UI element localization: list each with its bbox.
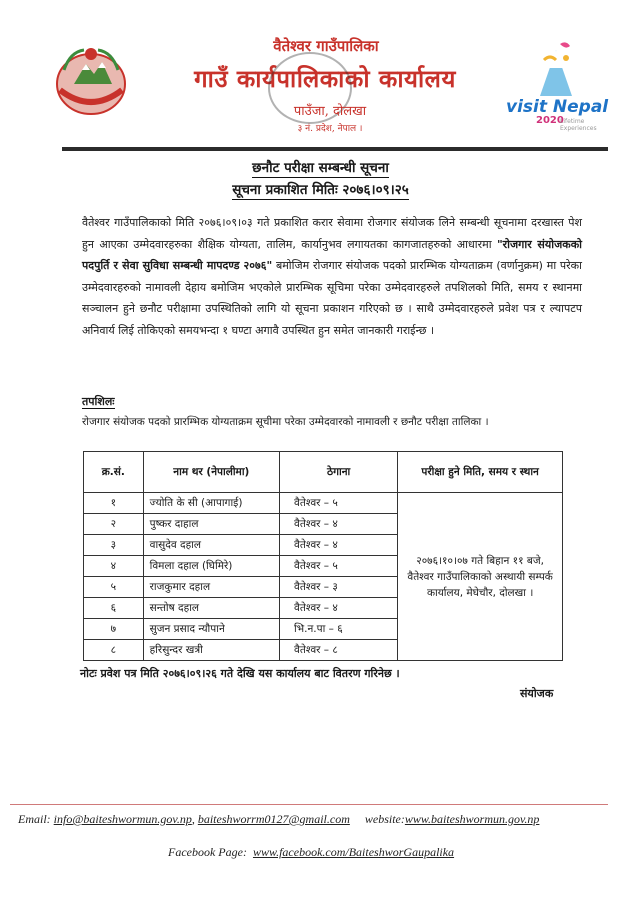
row-name: सुजन प्रसाद न्यौपाने: [143, 619, 279, 640]
row-address: वैतेश्वर – ८: [280, 640, 398, 661]
tapsil-label-text: तपशिलः: [82, 395, 115, 408]
notice-title-text: छनौट परीक्षा सम्बन्धी सूचना: [252, 160, 389, 176]
email-label: Email:: [18, 812, 51, 826]
table-caption: रोजगार संयोजक पदको प्रारम्भिक योग्यताक्रम सूचीमा परेका उम्मेदवारको नामावली र छनौट परीक्षा तालिका ।: [82, 416, 489, 428]
email-link-2[interactable]: baiteshworrm0127@gmail.com: [197, 812, 350, 826]
row-sn: १: [84, 493, 144, 514]
visit-nepal-year: 2020: [536, 115, 564, 126]
row-name: ज्योति के सी (आपागाई): [143, 493, 279, 514]
tapsil-label: [82, 394, 115, 409]
row-address: वैतेश्वर – ५: [280, 493, 398, 514]
municipality-name: वैतेश्वर गाउँपालिका: [273, 37, 379, 55]
website-link[interactable]: www.baiteshwormun.gov.np: [404, 812, 540, 826]
body-bold-criteria: "रोजगार संयोजकको पदपुर्ति र सेवा सुविधा सम्बन्धी मापदण्ड २०७६": [82, 237, 583, 272]
nepal-emblem-icon: [50, 40, 132, 120]
row-sn: ८: [84, 640, 144, 661]
office-title: गाउँ कार्यपालिकाको कार्यालय: [194, 64, 456, 93]
header-sn: क्र.सं.: [84, 452, 144, 493]
candidate-table: [83, 451, 563, 661]
facebook-label: Facebook Page:: [168, 845, 247, 859]
footer-contact: Email: info@baiteshwormun.gov.np, baiteshworrm0127@gmail.com website:www.baiteshwormun.gov.np: [18, 812, 540, 826]
footer-facebook: [168, 845, 568, 860]
signer-title: संयोजक: [520, 687, 554, 700]
row-address: वैतेश्वर – ५: [280, 556, 398, 577]
header-exam: परीक्षा हुने मिति, समय र स्थान: [398, 452, 563, 493]
row-sn: ५: [84, 577, 144, 598]
row-address: वैतेश्वर – ३: [280, 577, 398, 598]
facebook-link[interactable]: www.facebook.com/BaiteshworGaupalika: [252, 845, 455, 859]
body-part-1: वैतेश्वर गाउँपालिकाको मिति २०७६।०९।०३ गते प्रकाशित करार सेवामा रोजगार संयोजक लिने सम्बन्धी सूचनामा दरखास्त पेश हुन आएका उम्मेदवारहरुका शैक्षिक योग्यता, तालिम, कार्यानुभव लगायतका कागजातहरुको आधारमा: [82, 216, 582, 251]
website-label: website:: [364, 812, 405, 826]
row-address: वैतेश्वर – ४: [280, 598, 398, 619]
row-name: विमला दहाल (घिमिरे): [143, 556, 279, 577]
row-sn: ६: [84, 598, 144, 619]
header-divider: [62, 147, 608, 151]
row-sn: ३: [84, 535, 144, 556]
row-sn: २: [84, 514, 144, 535]
row-name: सन्तोष दहाल: [143, 598, 279, 619]
notice-date: [0, 180, 641, 198]
header-address: ठेगाना: [280, 452, 398, 493]
email-link-1[interactable]: info@baiteshwormun.gov.np: [53, 812, 192, 826]
exam-info: २०७६।१०।०७ गते बिहान ११ बजे, वैतेश्वर गाउँपालिकाको अस्थायी सम्पर्क कार्यालय, मेघेचौर, दोलखा ।: [398, 493, 563, 661]
row-address: वैतेश्वर – ४: [280, 535, 398, 556]
table-row: [84, 493, 563, 514]
visit-nepal-tagline: Lifetime Experiences: [560, 118, 597, 132]
row-address: वैतेश्वर – ४: [280, 514, 398, 535]
row-name: वासुदेव दहाल: [143, 535, 279, 556]
visit-nepal-text: visit Nepal: [506, 97, 609, 117]
notice-date-text: सूचना प्रकाशित मितिः २०७६।०९।२५: [232, 182, 409, 198]
table-header-row: [84, 452, 563, 493]
notice-title: [0, 158, 641, 176]
header-name: नाम थर (नेपालीमा): [143, 452, 279, 493]
admit-card-note: नोटः प्रवेश पत्र मिति २०७६।०९।२६ गते देखि यस कार्यालय बाट वितरण गरिनेछ ।: [80, 667, 400, 680]
office-province: ३ नं. प्रदेश, नेपाल ।: [297, 124, 363, 134]
row-sn: ४: [84, 556, 144, 577]
notice-body: [82, 212, 582, 341]
body-part-2: बमोजिम रोजगार संयोजक पदको प्रारम्भिक योग्यताक्रम (वर्णानुक्रम) मा परेका उम्मेदवारहरुको नामावली देहाय बमोजिम भएकोले प्रारम्भिक सूचिमा परेका उम्मेदवारहरुले तपशिलको मिति, समय र स्थानमा सञ्चालन हुने छनौट परीक्षामा उपस्थितिको लागि यो सूचना प्रकाशन गरिएको छ । साथै उम्मेदवारहरुले प्रवेश पत्र र ल्यापटप अनिवार्य लिई तोकिएको समयभन्दा १ घण्टा अगावै उपस्थित हुन समेत जानकारी गराईन्छ ।: [82, 259, 582, 337]
row-name: हरिसुन्दर खत्री: [143, 640, 279, 661]
row-name: राजकुमार दहाल: [143, 577, 279, 598]
row-sn: ७: [84, 619, 144, 640]
row-address: भि.न.पा – ६: [280, 619, 398, 640]
footer-divider: [10, 804, 608, 805]
office-location: पाउँजा, दोलखा: [293, 104, 367, 119]
row-name: पुष्कर दाहाल: [143, 514, 279, 535]
